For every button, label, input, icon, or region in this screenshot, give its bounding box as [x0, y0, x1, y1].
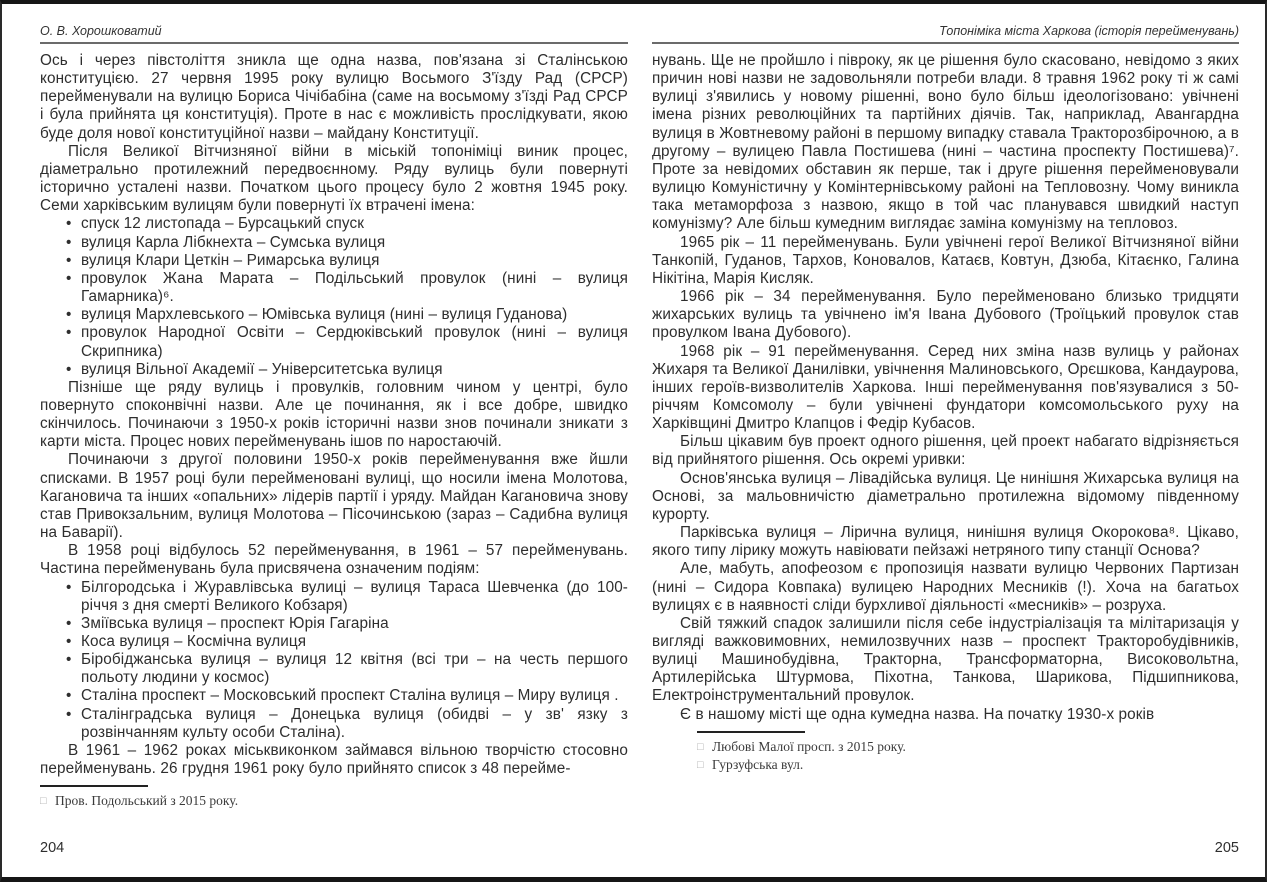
- running-head-chapter: Топоніміка міста Харкова (історія перейменувань): [939, 24, 1239, 38]
- paragraph: 1966 рік – 34 перейменування. Було перейменовано близько тридцяти жихарських вулиць та увічнено ім'я Івана Дубового (Троїцький провулок став провулком Івана Дубового).: [652, 288, 1239, 342]
- footnote-rule: [40, 785, 148, 787]
- footnote: [40, 792, 628, 811]
- list-item-text: провулок Жана Марата – Подільський провулок (нині – вулиця Гамарника)⁶.: [81, 269, 628, 306]
- footnotes-right: [652, 731, 1239, 775]
- bullet-icon: •: [66, 324, 72, 342]
- list-item: [40, 361, 628, 379]
- paragraph: 1968 рік – 91 перейменування. Серед них зміна назв вулиць у районах Жихаря та Великої Данилівки, увічнення Малиновського, Орєшкова, Кандаурова, інших героїв-визволителів Харкова. Інші перейменування пов'язувалися з 50-річчям Комсомолу – були увічнені фундатори комсомольського руху на Харківщині Дмитро Клапцов і Федір Кубасов.: [652, 342, 1239, 433]
- running-head-author: О. В. Хорошковатий: [40, 24, 162, 38]
- footnote-text: Любові Малої просп. з 2015 року.: [712, 738, 906, 754]
- paragraph: В 1961 – 1962 роках міськвиконком займався вільною творчістю стосовно перейменувань. 26 грудня 1961 року було прийнято список з 48 перейме-: [40, 741, 628, 778]
- list-item-text: вулиця Клари Цеткін – Римарська вулиця: [81, 251, 380, 269]
- footnote: [697, 756, 1239, 775]
- paragraph: Парківська вулиця – Лірична вулиця, нинішня вулиця Окорокова⁸. Цікаво, якого типу лірику можуть навіювати пейзажі нетряного типу станції Основа?: [652, 524, 1239, 560]
- list-item-text: Білгородська і Журавлівська вулиці – вулиця Тараса Шевченка (до 100-річчя з дня смерті Великого Кобзаря): [81, 578, 628, 614]
- paragraph: Більш цікавим був проект одного рішення, цей проект набагато відрізняється від прийнятого рішення. Ось окремі уривки:: [652, 433, 1239, 469]
- page-left: [40, 24, 628, 869]
- list-item-text: Коса вулиця – Космічна вулиця: [81, 633, 307, 650]
- list-item-text: спуск 12 листопада – Бурсацький спуск: [81, 215, 365, 233]
- paragraph: Є в нашому місті ще одна кумедна назва. На початку 1930-х років: [680, 705, 1155, 723]
- footnote-marker-icon: □: [697, 759, 704, 772]
- header-rule: [652, 42, 1239, 44]
- bullet-icon: •: [66, 306, 72, 324]
- bullet-icon: •: [66, 269, 72, 287]
- paragraph: Ось і через півстоліття зникла ще одна назва, пов'язана зі Сталінською конституцією. 27 червня 1995 року вулицю Восьмого З'їзду Рад (СРСР) перейменували на вулицю Бориса Чічібабіна (саме на восьмому з'їзді Рад СРСР і була прийнята ця конституція). Проте в нас є можливість прослідкувати, якою буде доля нової конституційної назви – майдану Конституції.: [40, 52, 628, 142]
- footnote-text: Пров. Подольський з 2015 року.: [55, 793, 239, 809]
- paragraph: Але, мабуть, апофеозом є пропозиція назвати вулицю Червоних Партизан (нині – Сидора Ковпака) вулицею Народних Месників (!). Хоча на багатьох вулицях є в наявності сліди бурхливої діяльності «месників» – розруха.: [652, 560, 1239, 614]
- bullet-icon: •: [66, 251, 72, 269]
- bullet-icon: •: [66, 687, 72, 705]
- renamed-streets-list-1945: [40, 215, 628, 378]
- paragraph: Починаючи з другої половини 1950-х років перейменування вже йшли списками. В 1957 році були перейменовані вулиці, що носили імена Молотова, Кагановича та інших «опальних» лідерів партії і уряду. Майдан Кагановича знову став Привокзальним, вулиця Молотова – Пісочинською (зараз – Садибна вулиця на Баварії).: [40, 451, 628, 542]
- footnote-rule: [697, 731, 805, 733]
- bullet-icon: •: [66, 633, 72, 650]
- list-item: [40, 270, 628, 306]
- pages-container: [2, 4, 1265, 869]
- list-item-text: Зміївська вулиця – проспект Юрія Гагаріна: [81, 614, 389, 632]
- footnote-marker-icon: □: [40, 795, 47, 808]
- list-item: [40, 651, 628, 687]
- list-item-text: Сталінградська вулиця – Донецька вулиця (обидві – у зв' язку з розвінчанням культу особи Сталіна).: [81, 705, 628, 741]
- list-item: [40, 687, 628, 705]
- bullet-icon: •: [66, 360, 72, 378]
- page-body: [652, 52, 1239, 724]
- list-item: [40, 234, 628, 252]
- list-item-text: вулиця Карла Лібкнехта – Сумська вулиця: [81, 233, 386, 251]
- bullet-icon: •: [66, 578, 72, 596]
- bullet-icon: •: [66, 614, 72, 632]
- paragraph: нувань. Ще не пройшло і півроку, як це рішення було скасовано, невідомо з яких причин нові назви не задовольняли потреби влади. 8 травня 1962 року ті ж самі вулиці з'явились у новому рішенні, воно було більш ідеологізовано: увічнені імена різних революційних та партійних діячів. Так, наприклад, Авангардна вулиця в Жовтневому районі в першому випадку ставала Тракторозбірочною, а в другому – вулицею Павла Постишева (нині – частина проспекту Постишева)⁷. Проте за невідомих обставин як перше, так і друге рішення перейменовували вулицю Комуністичну у Комінтернівському районі на Тепловозну. Чому виникла така метаморфоза з назвою, якщо в той час планувався швидкий наступ комунізму? Але більш кумедним виглядає заміна комунізму на тепловоз.: [652, 52, 1239, 233]
- list-item-text: Сталіна проспект – Московський проспект Сталіна вулиця – Миру вулиця .: [81, 687, 619, 705]
- list-item: [40, 252, 628, 270]
- renamed-streets-list-1958-1961: [40, 579, 628, 742]
- bullet-icon: •: [66, 233, 72, 251]
- list-item: [40, 615, 628, 633]
- footnote-marker-icon: □: [697, 740, 704, 753]
- bullet-icon: •: [66, 215, 72, 233]
- paragraph: Пізніше ще ряду вулиць і провулків, головним чином у центрі, було повернуто споконвічні назви. Але це починання, як і все добре, швидко скінчилось. Починаючи з 1950-х років історичні назви знов починали зникати з карти міста. Процес нових перейменувань ішов по наростаючій.: [40, 378, 628, 451]
- list-item-text: Біробіджанська вулиця – вулиця 12 квітня (всі три – на честь першого польоту людини у космос): [81, 651, 628, 687]
- page-number-left: 204: [40, 840, 65, 856]
- bullet-icon: •: [66, 705, 72, 723]
- page-number-right: 205: [1214, 840, 1239, 856]
- footnote: [697, 738, 1239, 757]
- list-item: [40, 215, 628, 233]
- paragraph: 1965 рік – 11 перейменувань. Були увічнені герої Великої Вітчизняної війни Танкопій, Гуданов, Тархов, Коновалов, Катаєв, Ковтун, Дзюба, Кітаєнко, Галина Нікітіна, Марія Кисляк.: [652, 233, 1239, 287]
- list-item: [40, 706, 628, 742]
- header-rule: [40, 42, 628, 44]
- list-item-text: вулиця Мархлевського – Юмівська вулиця (нині – вулиця Гуданова): [81, 306, 568, 324]
- paragraph: В 1958 році відбулось 52 перейменування, в 1961 – 57 перейменувань. Частина перейменувань була присвячена означеним подіям:: [40, 542, 628, 578]
- list-item-text: вулиця Вільної Академії – Університетська вулиця: [81, 360, 443, 378]
- paragraph: Основ'янська вулиця – Лівадійська вулиця. Це нинішня Жихарська вулиця на Основі, за мальовничістю діаметрально протилежна відомому південному курорту.: [652, 469, 1239, 523]
- footnote-text: Гурзуфська вул.: [712, 757, 804, 773]
- page-body: [40, 52, 628, 778]
- page-right: [652, 24, 1239, 869]
- list-item-text: провулок Народної Освіти – Сердюківський провулок (нині – вулиця Скрипника): [81, 324, 628, 360]
- list-item: [40, 579, 628, 615]
- list-item: [40, 306, 628, 324]
- list-item: [40, 633, 628, 651]
- paragraph: Після Великої Вітчизняної війни в міській топоніміці виник процес, діаметрально протилежний передвоєнному. Ряду вулиць були повернуті історично усталені назви. Початком цього процесу було 2 жовтня 1945 року. Семи харківським вулицям були повернуті їх втрачені імена:: [40, 142, 628, 215]
- bullet-icon: •: [66, 651, 72, 669]
- footnotes-left: [40, 785, 628, 811]
- list-item: [40, 324, 628, 360]
- paragraph: Свій тяжкий спадок залишили після себе індустріалізація та мілітаризація у вигляді важковимовних, немилозвучних назв – проспект Тракторобудівників, вулиці Машинобудівна, Тракторна, Трансформаторна, Високовольтна, Артилерійська Штурмова, Піхотна, Танкова, Шарикова, Підшипникова, Електроінструментальний провулок.: [652, 614, 1239, 705]
